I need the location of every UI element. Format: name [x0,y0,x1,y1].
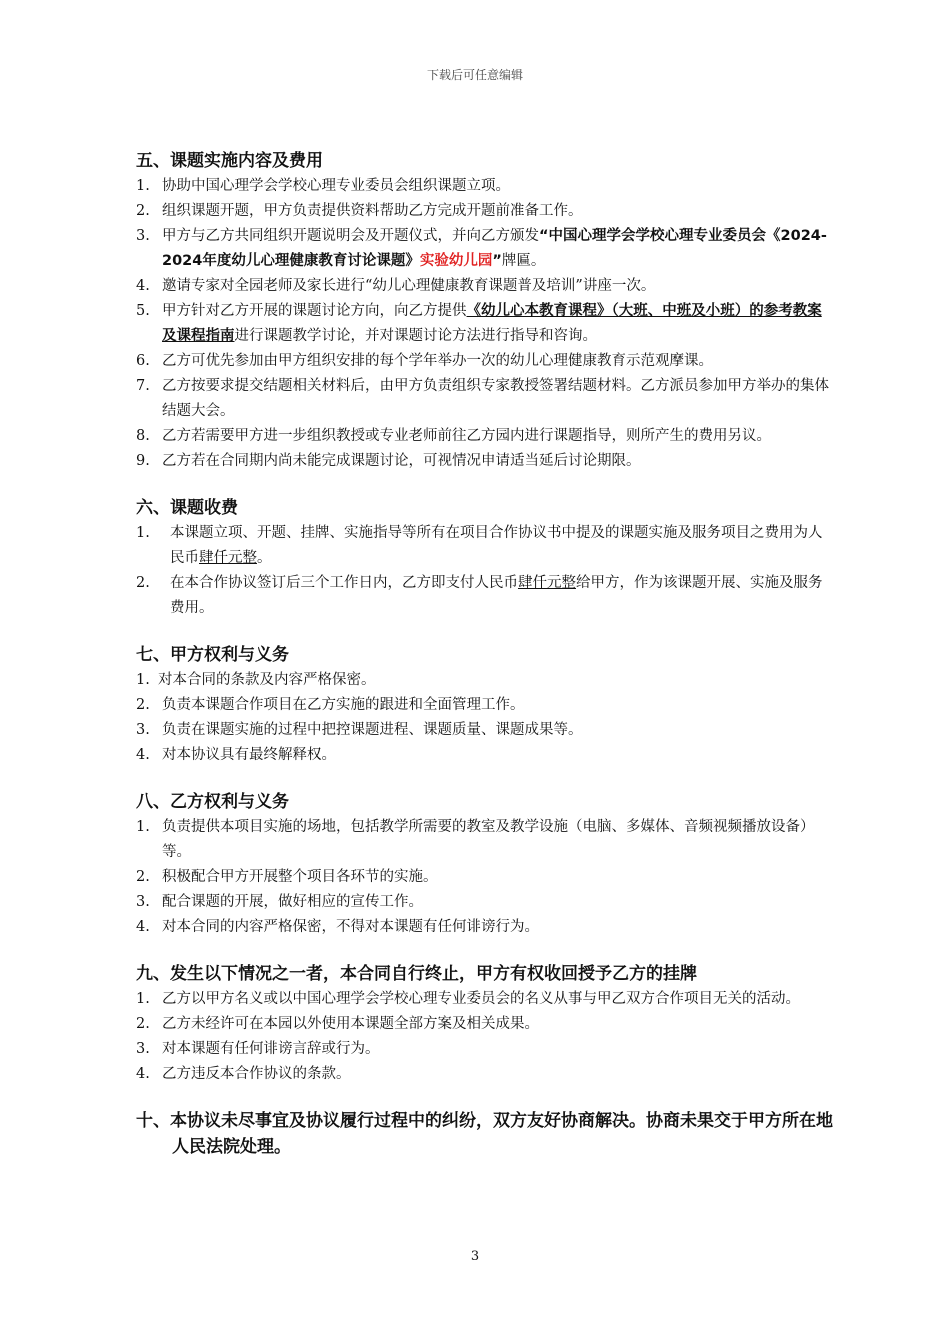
list-item: 1. 负责提供本项目实施的场地，包括教学所需要的教室及教学设施（电脑、多媒体、音频视频播放设备）等。 [136,819,815,860]
list-item: 8. 乙方若需要甲方进一步组织教授或专业老师前往乙方园内进行课题指导，则所产生的费用另议。 [136,428,771,444]
section-6 [136,495,836,621]
section-7 [136,642,836,768]
list-item: 2. 乙方未经许可在本园以外使用本课题全部方案及相关成果。 [136,1016,539,1032]
list-item: 3. 甲方与乙方共同组织开题说明会及开题仪式，并向乙方颁发“中国心理学会学校心理专业委员会《2024-2024年度幼儿心理健康教育讨论课题》实验幼儿园”牌匾。 [136,228,827,269]
list-item: 2. 组织课题开题，甲方负责提供资料帮助乙方完成开题前准备工作。 [136,203,583,219]
section-7-title: 七、甲方权利与义务 [136,645,289,665]
list-item: 6. 乙方可优先参加由甲方组织安排的每个学年举办一次的幼儿心理健康教育示范观摩课。 [136,353,713,369]
list-item: 1. 乙方以甲方名义或以中国心理学会学校心理专业委员会的名义从事与甲乙双方合作项目无关的活动。 [136,991,800,1007]
section-6-title: 六、课题收费 [136,498,238,518]
list-item: 4. 对本协议具有最终解释权。 [136,747,336,763]
list-item: 4. 邀请专家对全园老师及家长进行“幼儿心理健康教育课题普及培训”讲座一次。 [136,278,656,294]
list-item: 4. 对本合同的内容严格保密，不得对本课题有任何诽谤行为。 [136,919,539,935]
section-9 [136,961,836,1087]
header-note: 下载后可任意编辑 [426,68,523,82]
page-number: 3 [470,1249,480,1264]
list-item: 4. 乙方违反本合作协议的条款。 [136,1066,351,1082]
section-8 [136,789,836,940]
section-10-title: 十、本协议未尽事宜及协议履行过程中的纠纷，双方友好协商解决。协商未果交于甲方所在地人民法院处理。 [136,1111,833,1157]
section-5 [136,148,836,474]
fee-amount: 肆仟元整 [199,550,257,566]
list-item: 7. 乙方按要求提交结题相关材料后，由甲方负责组织专家教授签署结题材料。乙方派员参加甲方举办的集体结题大会。 [136,378,829,419]
list-item: 2. 积极配合甲方开展整个项目各环节的实施。 [136,869,438,885]
list-item: 1. 本课题立项、开题、挂牌、实施指导等所有在项目合作协议书中提及的课题实施及服务项目之费用为人民币肆仟元整。 [136,525,823,566]
list-item: 3. 配合课题的开展，做好相应的宣传工作。 [136,894,423,910]
list-item: 2. 在本合作协议签订后三个工作日内，乙方即支付人民币肆仟元整给甲方，作为该课题开展、实施及服务费用。 [136,575,823,616]
fee-amount: 肆仟元整 [518,575,576,591]
list-item: 3. 对本课题有任何诽谤言辞或行为。 [136,1041,380,1057]
section-9-title: 九、发生以下情况之一者，本合同自行终止，甲方有权收回授予乙方的挂牌 [136,964,697,984]
list-item: 1. 对本合同的条款及内容严格保密。 [136,672,376,688]
list-item: 5. 甲方针对乙方开展的课题讨论方向，向乙方提供《幼儿心本教育课程》（大班、中班及小班）的参考教案及课程指南进行课题教学讨论，并对课题讨论方法进行指导和咨询。 [136,303,822,344]
list-item: 3. 负责在课题实施的过程中把控课题进程、课题质量、课题成果等。 [136,722,583,738]
list-item: 9. 乙方若在合同期内尚未能完成课题讨论，可视情况申请适当延后讨论期限。 [136,453,641,469]
plaque-title-highlight: 实验幼儿园 [419,253,493,269]
list-item: 1. 协助中国心理学会学校心理专业委员会组织课题立项。 [136,178,510,194]
section-10 [136,1108,836,1160]
section-5-title: 五、课题实施内容及费用 [136,151,323,171]
course-title: 《幼儿心本教育课程》（大班、中班及小班）的参考教案及课程指南 [162,303,822,344]
plaque-title: “中国心理学会学校心理专业委员会《2024-2024年度幼儿心理健康教育讨论课题》 [162,228,827,269]
section-8-title: 八、乙方权利与义务 [136,792,289,812]
list-item: 2. 负责本课题合作项目在乙方实施的跟进和全面管理工作。 [136,697,525,713]
document-body [136,148,836,1181]
